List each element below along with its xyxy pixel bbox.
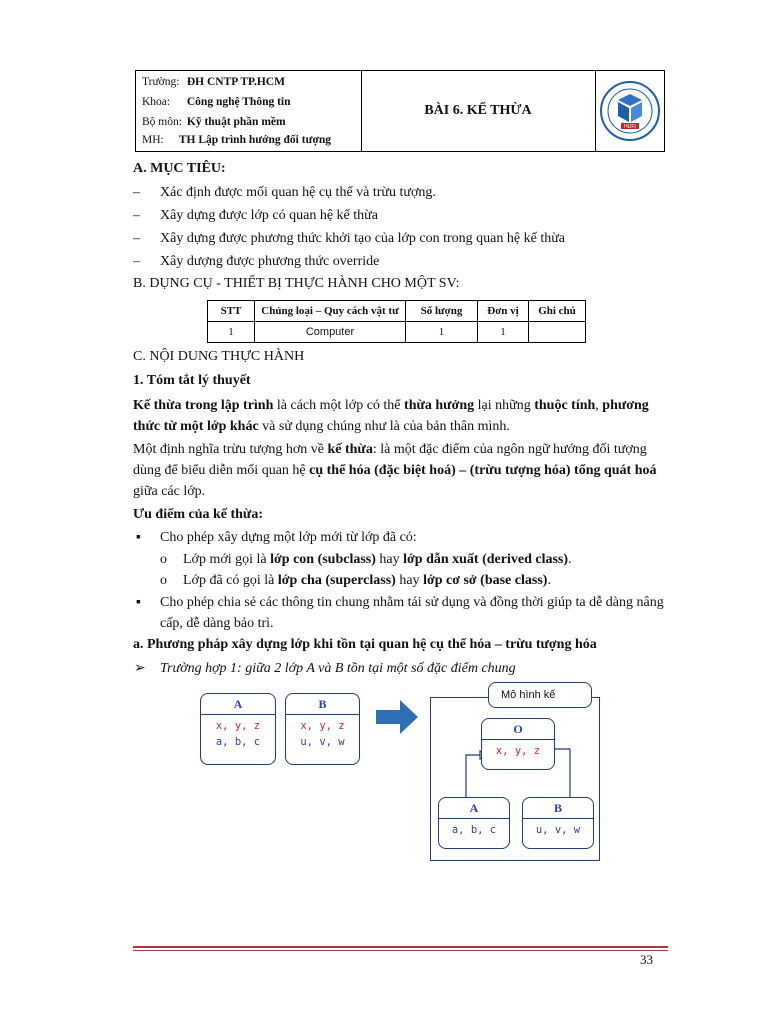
bold-text: lớp cơ sở (base class) [423, 573, 548, 588]
advantage-item: Cho phép xây dựng một lớp mới từ lớp đã có: [160, 530, 417, 545]
class-box-child-a [438, 797, 510, 849]
class-attributes: a, b, c [451, 824, 497, 836]
objective-item: – [133, 231, 140, 246]
table-cell: 1 [406, 322, 478, 343]
class-attributes: u, v, w [300, 736, 345, 748]
bullet-icon: ▪ [136, 595, 141, 610]
table-header: Chủng loại – Quy cách vật tư [255, 301, 406, 322]
advantage-subitem [183, 570, 551, 591]
bullet-icon: ▪ [136, 530, 141, 545]
method-title: a. Phương pháp xây dựng lớp khi tồn tại quan hệ cụ thể hóa – trừu tượng hóa [133, 637, 597, 652]
bold-text: thuộc tính [534, 398, 596, 413]
class-attributes: x, y, z [215, 720, 261, 732]
class-attributes: x, y, z [495, 745, 541, 757]
table-cell [529, 322, 586, 343]
page-number: 33 [640, 952, 653, 967]
circle-bullet-icon: o [160, 573, 167, 588]
text: . [547, 573, 551, 588]
table-cell: 1 [478, 322, 529, 343]
text: là cách một lớp có thể [273, 398, 405, 413]
header-table [135, 70, 665, 152]
header-key: Khoa: [142, 96, 171, 108]
class-attributes: x, y, z [300, 720, 345, 732]
header-row-course [142, 134, 331, 146]
text: và sử dụng chúng như là của bản thân mình. [258, 419, 510, 434]
university-logo [595, 71, 665, 151]
objective-text: Xác định được mối quan hệ cụ thể và trừu tượng. [160, 185, 436, 200]
text: Lớp đã có gọi là [183, 573, 278, 588]
right-arrow-icon [376, 700, 418, 734]
header-value: Công nghệ Thông tin [186, 96, 291, 108]
class-name: B [523, 798, 593, 819]
class-box-child-b [522, 797, 594, 849]
paragraph-abstract-definition [133, 439, 668, 502]
circle-bullet-icon: o [160, 552, 167, 567]
objective-text: Xây dựng được lớp có quan hệ kế thừa [160, 208, 378, 223]
header-row-faculty [142, 96, 291, 108]
advantages-title: Ưu điểm của kế thừa: [133, 507, 263, 522]
section-a-title: A. MỤC TIÊU: [133, 161, 226, 176]
bold-text: cụ thể hóa (đặc biệt hoá) – (trừu tượng hóa) tổng quát hoá [309, 463, 657, 478]
bold-text: lớp dẫn xuất (derived class) [403, 552, 569, 567]
table-row [208, 322, 586, 343]
section-b-title: B. DỤNG CỤ - THIẾT BỊ THỰC HÀNH CHO MỘT SV: [133, 276, 460, 291]
table-cell: Computer [255, 322, 406, 343]
bold-text: lớp cha (superclass) [277, 573, 396, 588]
case-1-text: Trường hợp 1: giữa 2 lớp A và B tồn tại một số đặc điểm chung [160, 661, 516, 676]
header-value: ĐH CNTP TP.HCM [186, 76, 285, 88]
header-info [136, 71, 362, 151]
header-key: Trường: [142, 76, 180, 88]
text: hay [375, 552, 404, 567]
text: giữa các lớp. [133, 484, 206, 499]
bold-text: thừa hưởng [404, 398, 475, 413]
arrow-bullet-icon: ➢ [134, 661, 146, 676]
text: Lớp mới gọi là [183, 552, 271, 567]
table-header: Số lượng [406, 301, 478, 322]
class-name: O [482, 719, 554, 740]
paragraph-definition [133, 395, 668, 437]
equipment-table [207, 300, 586, 343]
class-name: A [201, 694, 275, 715]
objective-item: – [133, 185, 140, 200]
bold-text: lớp con (subclass) [270, 552, 376, 567]
text: , [595, 398, 603, 413]
table-header: Đơn vị [478, 301, 529, 322]
table-header-row [208, 301, 586, 322]
header-value: TH Lập trình hướng đối tượng [178, 134, 331, 146]
bold-text: phương thức từ một lớp khác [133, 398, 649, 434]
class-box-b [285, 693, 360, 765]
subsection-theory: 1. Tóm tắt lý thuyết [133, 373, 251, 388]
header-row-department [142, 116, 286, 128]
bold-text: Kế thừa trong lập trình [133, 398, 274, 413]
model-label: Mô hình kế [488, 682, 592, 708]
svg-text:HUFI: HUFI [624, 124, 636, 130]
class-attributes: a, b, c [215, 736, 261, 748]
advantage-subitem [183, 549, 572, 570]
section-c-title: C. NỘI DUNG THỰC HÀNH [133, 349, 305, 364]
header-key: Bộ môn: [142, 116, 182, 128]
table-header: STT [208, 301, 255, 322]
class-attributes: u, v, w [535, 824, 581, 836]
advantage-item: Cho phép chia sẻ các thông tin chung nhằm tái sử dụng và đồng thời giúp ta dễ dàng nâng cấp, dễ dàng bảo trì. [160, 595, 664, 631]
text: : là một đặc điểm của ngôn ngữ hướng đối tượng dùng để biểu diễn mối quan hệ [133, 442, 647, 478]
header-row-school [142, 76, 285, 88]
class-box-a [200, 693, 276, 765]
class-name: A [439, 798, 509, 819]
table-cell: 1 [208, 322, 255, 343]
class-name: B [286, 694, 359, 715]
footer-line-thin [133, 950, 668, 951]
footer-line [133, 946, 668, 948]
objective-text: Xây dượng được phương thức override [160, 254, 380, 269]
class-box-parent-o [481, 718, 555, 770]
text: hay [395, 573, 424, 588]
objective-item: – [133, 208, 140, 223]
text: . [568, 552, 572, 567]
table-header: Ghi chú [529, 301, 586, 322]
header-value: Kỹ thuật phần mềm [186, 116, 286, 128]
header-key: MH: [142, 134, 164, 146]
logo-icon [599, 80, 661, 142]
text: Một định nghĩa trừu tượng hơn về [133, 442, 328, 457]
text: lại những [474, 398, 535, 413]
bold-text: kế thừa [327, 442, 373, 457]
objective-item: – [133, 254, 140, 269]
lesson-title: BÀI 6. KẾ THỪA [361, 71, 596, 151]
objective-text: Xây dựng được phương thức khởi tạo của lớp con trong quan hệ kế thừa [160, 231, 566, 246]
